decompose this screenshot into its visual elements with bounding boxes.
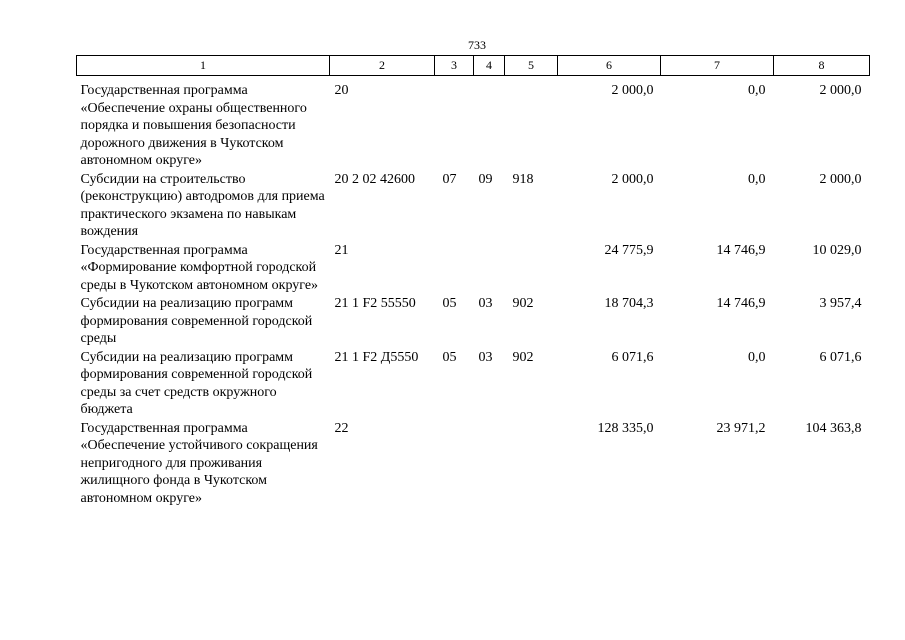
row-federal: 0,0 xyxy=(748,83,766,98)
row-name: Субсидии на реализацию программ формирования современной городской среды xyxy=(80,296,313,346)
row-subsection xyxy=(474,420,505,509)
row-section xyxy=(435,76,474,171)
row-code: 22 xyxy=(334,420,349,436)
table-row xyxy=(77,171,870,242)
row-name: Государственная программа «Обеспечение охраны общественного порядка и повышения безопасности дорожного движения в Чукотском автономном округе» xyxy=(80,83,307,168)
row-regional: 2 000,0 xyxy=(819,83,862,98)
row-regional: 6 071,6 xyxy=(819,349,862,365)
column-header-4: 4 xyxy=(474,56,505,76)
table-row xyxy=(77,76,870,171)
row-admin: 902 xyxy=(512,296,534,311)
row-total: 2 000,0 xyxy=(611,171,654,187)
row-section xyxy=(435,420,474,509)
row-admin xyxy=(505,76,558,171)
row-admin xyxy=(505,420,558,509)
row-section xyxy=(435,242,474,296)
column-header-5: 5 xyxy=(505,56,558,76)
row-total: 128 335,0 xyxy=(597,420,654,436)
row-federal: 23 971,2 xyxy=(716,420,766,436)
row-total: 24 775,9 xyxy=(604,242,654,258)
row-section: 05 xyxy=(442,349,457,365)
row-subsection: 03 xyxy=(478,349,493,365)
row-federal: 14 746,9 xyxy=(716,296,766,311)
table-row xyxy=(77,242,870,296)
column-header-6: 6 xyxy=(558,56,661,76)
row-section: 07 xyxy=(442,171,457,187)
row-code: 21 1 F2 Д5550 xyxy=(334,349,419,365)
table-row xyxy=(77,420,870,509)
row-regional: 3 957,4 xyxy=(819,296,862,311)
page-number: 733 xyxy=(468,38,486,52)
row-subsection: 03 xyxy=(478,296,493,311)
row-federal: 14 746,9 xyxy=(716,242,766,258)
column-number-row xyxy=(77,56,870,76)
table-row xyxy=(77,295,870,349)
row-admin xyxy=(505,242,558,296)
row-regional: 104 363,8 xyxy=(805,420,862,436)
table-row xyxy=(77,349,870,420)
row-subsection xyxy=(474,242,505,296)
row-name: Государственная программа «Формирование комфортной городской среды в Чукотском автономном округе» xyxy=(80,242,319,293)
row-total: 18 704,3 xyxy=(604,296,654,311)
row-code: 20 2 02 42600 xyxy=(334,171,415,187)
row-code: 21 1 F2 55550 xyxy=(334,296,416,311)
row-admin: 918 xyxy=(512,171,534,187)
row-name: Государственная программа «Обеспечение устойчивого сокращения непригодного для проживания жилищного фонда в Чукотском автономном округе» xyxy=(80,420,318,506)
row-subsection: 09 xyxy=(478,171,493,187)
row-federal: 0,0 xyxy=(748,171,766,187)
column-header-8: 8 xyxy=(774,56,870,76)
row-total: 6 071,6 xyxy=(611,349,654,365)
row-regional: 2 000,0 xyxy=(819,171,862,187)
row-federal: 0,0 xyxy=(748,349,766,365)
row-section: 05 xyxy=(442,296,457,311)
row-subsection xyxy=(474,76,505,171)
row-regional: 10 029,0 xyxy=(812,242,862,258)
row-total: 2 000,0 xyxy=(611,83,654,98)
row-admin: 902 xyxy=(512,349,534,365)
row-name: Субсидии на строительство (реконструкцию) автодромов для приема практического экзамена по навыкам вождения xyxy=(80,171,325,239)
budget-table xyxy=(76,55,870,508)
row-name: Субсидии на реализацию программ формирования современной городской среды за счет средств окружного бюджета xyxy=(80,349,313,417)
column-header-7: 7 xyxy=(661,56,774,76)
column-header-3: 3 xyxy=(435,56,474,76)
row-code: 20 xyxy=(334,83,349,98)
row-code: 21 xyxy=(334,242,349,258)
column-header-1: 1 xyxy=(77,56,330,76)
column-header-2: 2 xyxy=(330,56,435,76)
